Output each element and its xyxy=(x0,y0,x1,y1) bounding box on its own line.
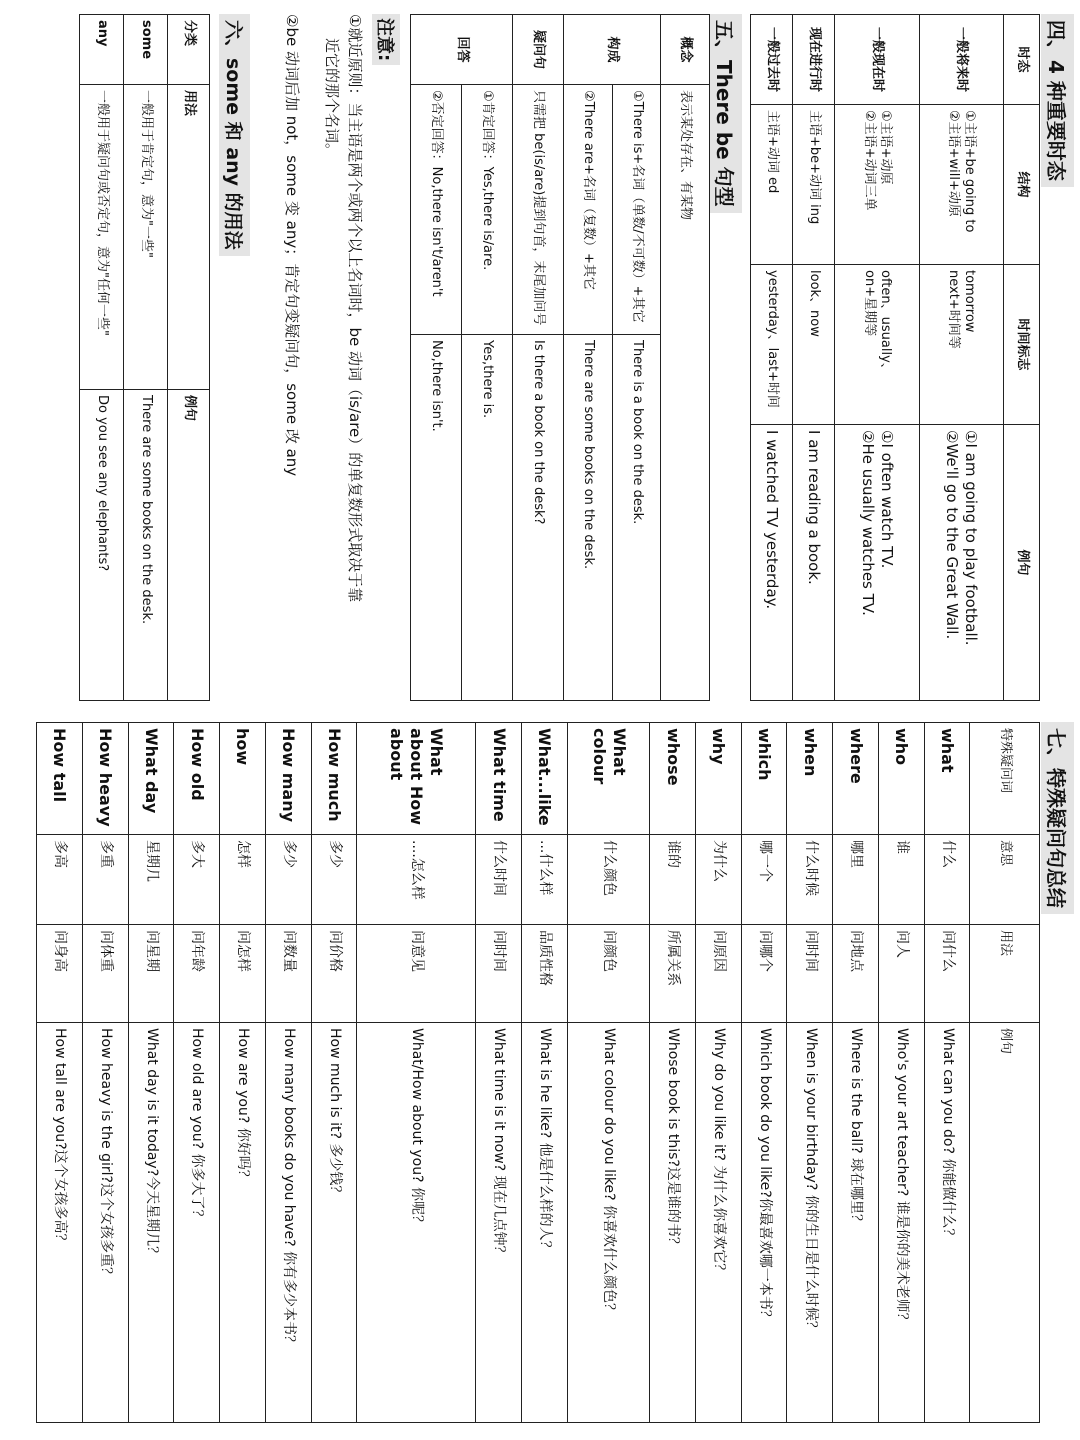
question-word: where xyxy=(833,723,879,835)
question-word: How old xyxy=(174,723,220,835)
question-word: when xyxy=(787,723,833,835)
therebe-example: Yes,there is. xyxy=(462,335,513,701)
therebe-example: There is a book on the desk. xyxy=(612,335,661,701)
table-row xyxy=(564,15,613,701)
tenses-title: 四、4 种重要时态 xyxy=(1041,14,1074,187)
question-meaning: 谁的 xyxy=(650,835,696,925)
tense-structure: ①主语+be going to ②主语+will+动原 xyxy=(919,105,1003,265)
table-row xyxy=(128,723,174,1423)
question-example: Why do you like it? 为什么你喜欢它？ xyxy=(695,1023,741,1423)
question-example: Who's your art teacher? 谁是你的美术老师？ xyxy=(878,1023,924,1423)
table-row xyxy=(311,723,357,1423)
question-example: Where is the ball? 球在哪里？ xyxy=(833,1023,879,1423)
question-usage: 问哪个 xyxy=(741,925,787,1023)
therebe-example: There are some books on the desk. xyxy=(564,335,613,701)
tense-markers: tomorrow next+时间等 xyxy=(919,265,1003,425)
question-word: which xyxy=(741,723,787,835)
someany-example: Do you see any elephants? xyxy=(80,390,124,701)
question-word: How heavy xyxy=(82,723,128,835)
question-usage: 问地点 xyxy=(833,925,879,1023)
table-row xyxy=(741,723,787,1423)
someany-header-example: 例句 xyxy=(168,390,210,701)
table-row xyxy=(835,15,919,701)
question-example: How much is it? 多少钱？ xyxy=(311,1023,357,1423)
table-row xyxy=(924,723,970,1423)
therebe-label: 回答 xyxy=(411,15,513,85)
question-usage: 问年龄 xyxy=(174,925,220,1023)
question-meaning: 多高 xyxy=(37,835,83,925)
tense-structure: 主语+动词 ed xyxy=(751,105,793,265)
question-word: who xyxy=(878,723,924,835)
tenses-table xyxy=(750,14,1040,701)
table-row xyxy=(82,723,128,1423)
someany-type: any xyxy=(80,15,124,85)
tenses-header-examples: 例句 xyxy=(1003,425,1039,701)
question-meaning: 多少 xyxy=(265,835,311,925)
question-word: What...like xyxy=(522,723,568,835)
tenses-header-tense: 时态 xyxy=(1003,15,1039,105)
therebe-text: ②There are+名词（复数）+其它 xyxy=(564,85,613,335)
tense-markers: often、usually、 on+星期等 xyxy=(835,265,919,425)
therebe-example: Is there a book on the desk? xyxy=(513,335,564,701)
therebe-example: No,there isn't. xyxy=(411,335,462,701)
therebe-title: 五、There be 句型 xyxy=(709,14,742,213)
question-meaning: 多少 xyxy=(311,835,357,925)
question-usage: 问人 xyxy=(878,925,924,1023)
question-example: How are you? 你好吗？ xyxy=(220,1023,266,1423)
question-example: When is your birthday? 你的生日是什么时候？ xyxy=(787,1023,833,1423)
question-usage: 所属关系 xyxy=(650,925,696,1023)
questions-table xyxy=(36,722,1040,1423)
question-word: what xyxy=(924,723,970,835)
table-row xyxy=(37,723,83,1423)
tense-examples: ①I am going to play football. ②We'll go to the Great Wall. xyxy=(919,425,1003,701)
question-meaning: 什么时候 xyxy=(787,835,833,925)
tense-examples: I am reading a book. xyxy=(793,425,835,701)
someany-header-type: 分类 xyxy=(168,15,210,85)
question-example: How old are you? 你多大了？ xyxy=(174,1023,220,1423)
tense-examples: ①I often watch TV. ②He usually watches TV. xyxy=(835,425,919,701)
question-word: What about How about xyxy=(357,723,476,835)
question-word: How many xyxy=(265,723,311,835)
table-row xyxy=(80,15,124,701)
tenses-header-markers: 时间标志 xyxy=(1003,265,1039,425)
question-word: how xyxy=(220,723,266,835)
question-word: What time xyxy=(476,723,522,835)
someany-header-usage: 用法 xyxy=(168,85,210,390)
tense-structure: 主语+be+动词 ing xyxy=(793,105,835,265)
table-row xyxy=(476,723,522,1423)
therebe-text: 只需把 be(is/are)提到句首，末尾加问号 xyxy=(513,85,564,335)
therebe-table xyxy=(410,14,710,701)
questions-header-example: 例句 xyxy=(970,1023,1040,1423)
note-line: ②be 动词后加 not，some 变 any；肯定句变疑问句，some 改 any xyxy=(283,14,302,477)
question-meaning: 什么颜色 xyxy=(567,835,649,925)
tense-structure: ①主语+动原 ②主语+动词三单 xyxy=(835,105,919,265)
table-row xyxy=(650,723,696,1423)
table-row xyxy=(833,723,879,1423)
questions-header-usage: 用法 xyxy=(970,925,1040,1023)
questions-header-word: 特殊疑问词 xyxy=(970,723,1040,835)
question-usage: 问身高 xyxy=(37,925,83,1023)
table-row xyxy=(793,15,835,701)
table-row xyxy=(567,723,649,1423)
question-example: What colour do you like? 你喜欢什么颜色？ xyxy=(567,1023,649,1423)
table-row xyxy=(612,15,661,701)
question-example: How heavy is the girl?这个女孩多重？ xyxy=(82,1023,128,1423)
question-word: How tall xyxy=(37,723,83,835)
question-meaning: 什么 xyxy=(924,835,970,925)
someany-type: some xyxy=(124,15,168,85)
table-row xyxy=(751,15,793,701)
question-meaning: 多大 xyxy=(174,835,220,925)
someany-example: There are some books on the desk. xyxy=(124,390,168,701)
question-word: What day xyxy=(128,723,174,835)
therebe-text: 表示某处存在、有某物 xyxy=(661,85,710,701)
question-example: What time is it now? 现在几点钟？ xyxy=(476,1023,522,1423)
question-example: What can you do? 你能做什么？ xyxy=(924,1023,970,1423)
question-usage: 问时间 xyxy=(787,925,833,1023)
therebe-label: 概念 xyxy=(661,15,710,85)
question-example: How tall are you?这个女孩多高？ xyxy=(37,1023,83,1423)
question-example: Whose book is this?这是谁的书？ xyxy=(650,1023,696,1423)
therebe-text: ②否定回答：No,there isn't/aren't xyxy=(411,85,462,335)
table-row xyxy=(462,15,513,701)
question-word: How much xyxy=(311,723,357,835)
table-row xyxy=(174,723,220,1423)
tense-name: 一般现在时 xyxy=(835,15,919,105)
table-row xyxy=(695,723,741,1423)
question-meaning: ....怎么样 xyxy=(357,835,476,925)
question-usage: 问原因 xyxy=(695,925,741,1023)
questions-header-meaning: 意思 xyxy=(970,835,1040,925)
question-example: Which book do you like?你最喜欢哪一本书？ xyxy=(741,1023,787,1423)
notes-block xyxy=(280,14,400,704)
question-word: whose xyxy=(650,723,696,835)
question-usage: 问怎样 xyxy=(220,925,266,1023)
question-example: How many books do you have? 你有多少本书？ xyxy=(265,1023,311,1423)
question-usage: 问颜色 xyxy=(567,925,649,1023)
tense-name: 一般将来时 xyxy=(919,15,1003,105)
question-meaning: 哪一个 xyxy=(741,835,787,925)
notes-title: 注意: xyxy=(372,14,400,65)
tense-examples: I watched TV yesterday. xyxy=(751,425,793,701)
someany-title: 六、some 和 any 的用法 xyxy=(219,14,250,256)
note-line: 近它的那个名词。 xyxy=(322,38,341,159)
tense-markers: look、now xyxy=(793,265,835,425)
someany-usage: 一般用于肯定句，意为"一些" xyxy=(124,85,168,390)
table-row xyxy=(411,15,462,701)
question-example: What is he like? 他是什么样的人？ xyxy=(522,1023,568,1423)
table-row xyxy=(661,15,710,701)
someany-usage: 一般用于疑问句或否定句，意为"任何一些" xyxy=(80,85,124,390)
table-row xyxy=(919,15,1003,701)
question-meaning: 多重 xyxy=(82,835,128,925)
question-usage: 品质性格 xyxy=(522,925,568,1023)
question-word: why xyxy=(695,723,741,835)
question-meaning: 谁 xyxy=(878,835,924,925)
tenses-header-structure: 结构 xyxy=(1003,105,1039,265)
question-usage: 问价格 xyxy=(311,925,357,1023)
table-row xyxy=(357,723,476,1423)
table-row xyxy=(878,723,924,1423)
question-usage: 问意见 xyxy=(357,925,476,1023)
question-example: What day is it today?今天星期几？ xyxy=(128,1023,174,1423)
question-usage: 问时间 xyxy=(476,925,522,1023)
questions-title: 七、特殊疑问句总结 xyxy=(1041,722,1074,914)
question-meaning: 为什么 xyxy=(695,835,741,925)
therebe-label: 构成 xyxy=(564,15,661,85)
tense-name: 现在进行时 xyxy=(793,15,835,105)
therebe-text: ①肯定回答：Yes,there is/are. xyxy=(462,85,513,335)
question-meaning: 哪里 xyxy=(833,835,879,925)
question-meaning: 什么时间 xyxy=(476,835,522,925)
note-line: ①就近原则：当主语是两个或两个以上名词时，be 动词（is/are）的单复数形式取决于靠 xyxy=(346,14,364,603)
table-row xyxy=(265,723,311,1423)
question-usage: 问星期 xyxy=(128,925,174,1023)
table-row xyxy=(513,15,564,701)
therebe-label: 疑问句 xyxy=(513,15,564,85)
question-meaning: 星期几 xyxy=(128,835,174,925)
therebe-text: ①There is+名词（单数/不可数）+其它 xyxy=(612,85,661,335)
question-meaning: ...什么样 xyxy=(522,835,568,925)
question-word: What colour xyxy=(567,723,649,835)
table-row xyxy=(220,723,266,1423)
question-meaning: 怎样 xyxy=(220,835,266,925)
question-usage: 问什么 xyxy=(924,925,970,1023)
question-usage: 问体重 xyxy=(82,925,128,1023)
table-row xyxy=(522,723,568,1423)
someany-table xyxy=(79,14,210,701)
table-row xyxy=(124,15,168,701)
tense-markers: yesterday、last+时间 xyxy=(751,265,793,425)
question-usage: 问数量 xyxy=(265,925,311,1023)
question-example: What/How about you? 你呢？ xyxy=(357,1023,476,1423)
tense-name: 一般过去时 xyxy=(751,15,793,105)
table-row xyxy=(787,723,833,1423)
